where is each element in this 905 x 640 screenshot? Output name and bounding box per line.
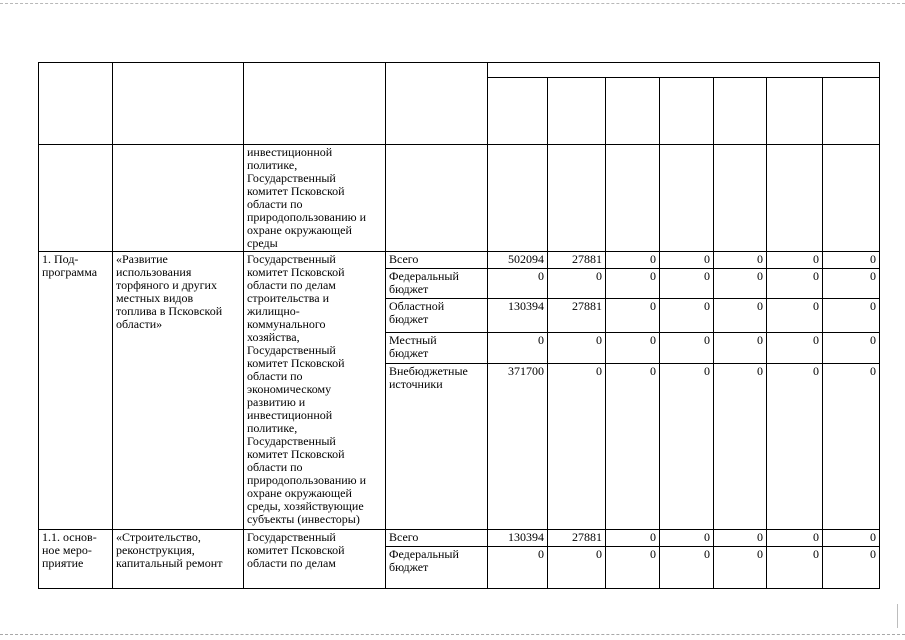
- value-cell: 0: [660, 252, 714, 269]
- text-line: природопользованию и: [247, 210, 367, 224]
- value-cell: 0: [488, 269, 548, 299]
- text-line: политике,: [247, 158, 298, 172]
- text-line: области»: [116, 317, 163, 331]
- value-cell: [606, 145, 660, 252]
- text-line: инвестиционной: [247, 408, 333, 422]
- header-executor: [244, 63, 386, 145]
- value-cell: 0: [767, 299, 823, 333]
- text-line: топлива в Псковской: [116, 304, 223, 318]
- text-line: комитет Псковской: [247, 265, 345, 279]
- value-cell: 0: [488, 547, 548, 589]
- text-line: источники: [389, 377, 443, 391]
- value-cell: 0: [606, 299, 660, 333]
- value-cell: 0: [548, 333, 606, 364]
- text-line: комитет Псковской: [247, 184, 345, 198]
- text-line: комитет Псковской: [247, 543, 345, 557]
- value-cell: 27881: [548, 299, 606, 333]
- text-line: области по: [247, 369, 303, 383]
- text-line: бюджет: [389, 282, 429, 296]
- header-year-2014: [488, 78, 548, 145]
- text-line: 1. Под-: [42, 252, 79, 266]
- text-line: Государственный: [247, 434, 336, 448]
- text-line: развитию и: [247, 395, 306, 409]
- value-cell: 0: [606, 252, 660, 269]
- source-cell: [386, 364, 488, 530]
- value-cell: 0: [606, 269, 660, 299]
- text-line: использования: [116, 265, 192, 279]
- scan-right-edge: [897, 604, 898, 628]
- text-line: местных видов: [116, 291, 194, 305]
- value-cell: 0: [767, 547, 823, 589]
- value-cell: 0: [548, 364, 606, 530]
- text-line: программа: [42, 265, 98, 279]
- source-cell: [386, 530, 488, 547]
- value-cell: [714, 145, 767, 252]
- text-line: области по: [247, 460, 303, 474]
- source-cell: [386, 145, 488, 252]
- value-cell: 0: [548, 269, 606, 299]
- main-event-row: [39, 530, 880, 547]
- value-cell: 0: [660, 333, 714, 364]
- expenditure-table: [38, 62, 880, 589]
- header-name: [113, 63, 244, 145]
- text-line: Государственный: [247, 252, 336, 266]
- text-line: Внебюджетные: [389, 364, 468, 378]
- main-event-executor-cell: [244, 530, 386, 589]
- text-line: хозяйства,: [247, 330, 300, 344]
- value-cell: 0: [767, 333, 823, 364]
- value-cell: 0: [714, 252, 767, 269]
- value-cell: 0: [606, 530, 660, 547]
- header-year-2015: [548, 78, 606, 145]
- name-cell: [113, 145, 244, 252]
- source-cell: [386, 299, 488, 333]
- header-year-2017: [660, 78, 714, 145]
- value-cell: 0: [660, 364, 714, 530]
- text-line: среды, хозяйствующие: [247, 499, 364, 513]
- main-event-name-cell: [113, 530, 244, 589]
- text-line: природопользованию и: [247, 473, 367, 487]
- value-cell: 0: [823, 547, 880, 589]
- value-cell: 0: [660, 299, 714, 333]
- scan-bottom-edge: [0, 634, 905, 635]
- value-cell: 0: [714, 299, 767, 333]
- value-cell: 0: [823, 269, 880, 299]
- value-cell: 0: [823, 252, 880, 269]
- value-cell: [548, 145, 606, 252]
- header-sources: [386, 63, 488, 145]
- value-cell: 0: [823, 364, 880, 530]
- text-line: бюджет: [389, 312, 429, 326]
- text-line: реконструкция,: [116, 543, 195, 557]
- text-line: приятие: [42, 556, 84, 570]
- text-line: ное меро-: [42, 543, 92, 557]
- value-cell: 0: [714, 333, 767, 364]
- main-event-status-cell: [39, 530, 113, 589]
- value-cell: 0: [606, 333, 660, 364]
- text-line: инвестиционной: [247, 145, 333, 159]
- executor-cell: [244, 145, 386, 252]
- value-cell: 502094: [488, 252, 548, 269]
- value-cell: 0: [606, 547, 660, 589]
- value-cell: 0: [714, 269, 767, 299]
- subprogram-executor-cell: [244, 252, 386, 530]
- value-cell: 0: [714, 547, 767, 589]
- text-line: охране окружающей: [247, 223, 352, 237]
- value-cell: 0: [548, 547, 606, 589]
- text-line: Федеральный: [389, 269, 459, 283]
- value-cell: 0: [823, 530, 880, 547]
- value-cell: 371700: [488, 364, 548, 530]
- text-line: комитет Псковской: [247, 447, 345, 461]
- header-year-2018: [714, 78, 767, 145]
- subprogram-status-cell: [39, 252, 113, 530]
- text-line: Государственный: [247, 343, 336, 357]
- text-line: Местный: [389, 333, 437, 347]
- text-line: Государственный: [247, 171, 336, 185]
- header-year-2016: [606, 78, 660, 145]
- table-row-continuation: [39, 145, 880, 252]
- value-cell: 0: [767, 530, 823, 547]
- text-line: «Строительство,: [116, 530, 201, 544]
- scan-top-edge: [0, 3, 905, 4]
- value-cell: 0: [767, 269, 823, 299]
- value-cell: 27881: [548, 252, 606, 269]
- header-year-2019: [767, 78, 823, 145]
- source-cell: [386, 333, 488, 364]
- value-cell: 0: [488, 333, 548, 364]
- text-line: охране окружающей: [247, 486, 352, 500]
- source-cell: [386, 252, 488, 269]
- text-line: экономическому: [247, 382, 332, 396]
- text-line: бюджет: [389, 560, 429, 574]
- value-cell: 0: [660, 530, 714, 547]
- value-cell: 0: [606, 364, 660, 530]
- text-line: бюджет: [389, 346, 429, 360]
- value-cell: 0: [823, 299, 880, 333]
- text-line: коммунального: [247, 317, 326, 331]
- value-cell: 0: [823, 333, 880, 364]
- value-cell: 0: [660, 269, 714, 299]
- text-line: Всего: [389, 530, 419, 544]
- value-cell: 0: [767, 252, 823, 269]
- text-line: Всего: [389, 252, 419, 266]
- text-line: Областной: [389, 299, 445, 313]
- text-line: Государственный: [247, 530, 336, 544]
- header-status: [39, 63, 113, 145]
- text-line: области по делам: [247, 278, 336, 292]
- text-line: субъекты (инвесторы): [247, 512, 360, 526]
- value-cell: [660, 145, 714, 252]
- value-cell: 130394: [488, 530, 548, 547]
- text-line: Федеральный: [389, 547, 459, 561]
- text-line: жилищно-: [247, 304, 300, 318]
- value-cell: 27881: [548, 530, 606, 547]
- text-line: «Развитие: [116, 252, 168, 266]
- text-line: капитальный ремонт: [116, 556, 223, 570]
- source-cell: [386, 269, 488, 299]
- status-cell: [39, 145, 113, 252]
- text-line: области по делам: [247, 556, 336, 570]
- text-line: 1.1. основ-: [42, 530, 97, 544]
- value-cell: 0: [660, 547, 714, 589]
- header-year-2020: [823, 78, 880, 145]
- text-line: строительства и: [247, 291, 329, 305]
- value-cell: 0: [714, 364, 767, 530]
- value-cell: [767, 145, 823, 252]
- source-cell: [386, 547, 488, 589]
- value-cell: [488, 145, 548, 252]
- value-cell: 130394: [488, 299, 548, 333]
- text-line: политике,: [247, 421, 298, 435]
- text-line: среды: [247, 236, 278, 250]
- value-cell: 0: [767, 364, 823, 530]
- text-line: области по: [247, 197, 303, 211]
- text-line: торфяного и других: [116, 278, 217, 292]
- text-line: комитет Псковской: [247, 356, 345, 370]
- value-cell: 0: [714, 530, 767, 547]
- subprogram-row: [39, 252, 880, 269]
- value-cell: [823, 145, 880, 252]
- subprogram-name-cell: [113, 252, 244, 530]
- header-expenses-group: [488, 63, 880, 78]
